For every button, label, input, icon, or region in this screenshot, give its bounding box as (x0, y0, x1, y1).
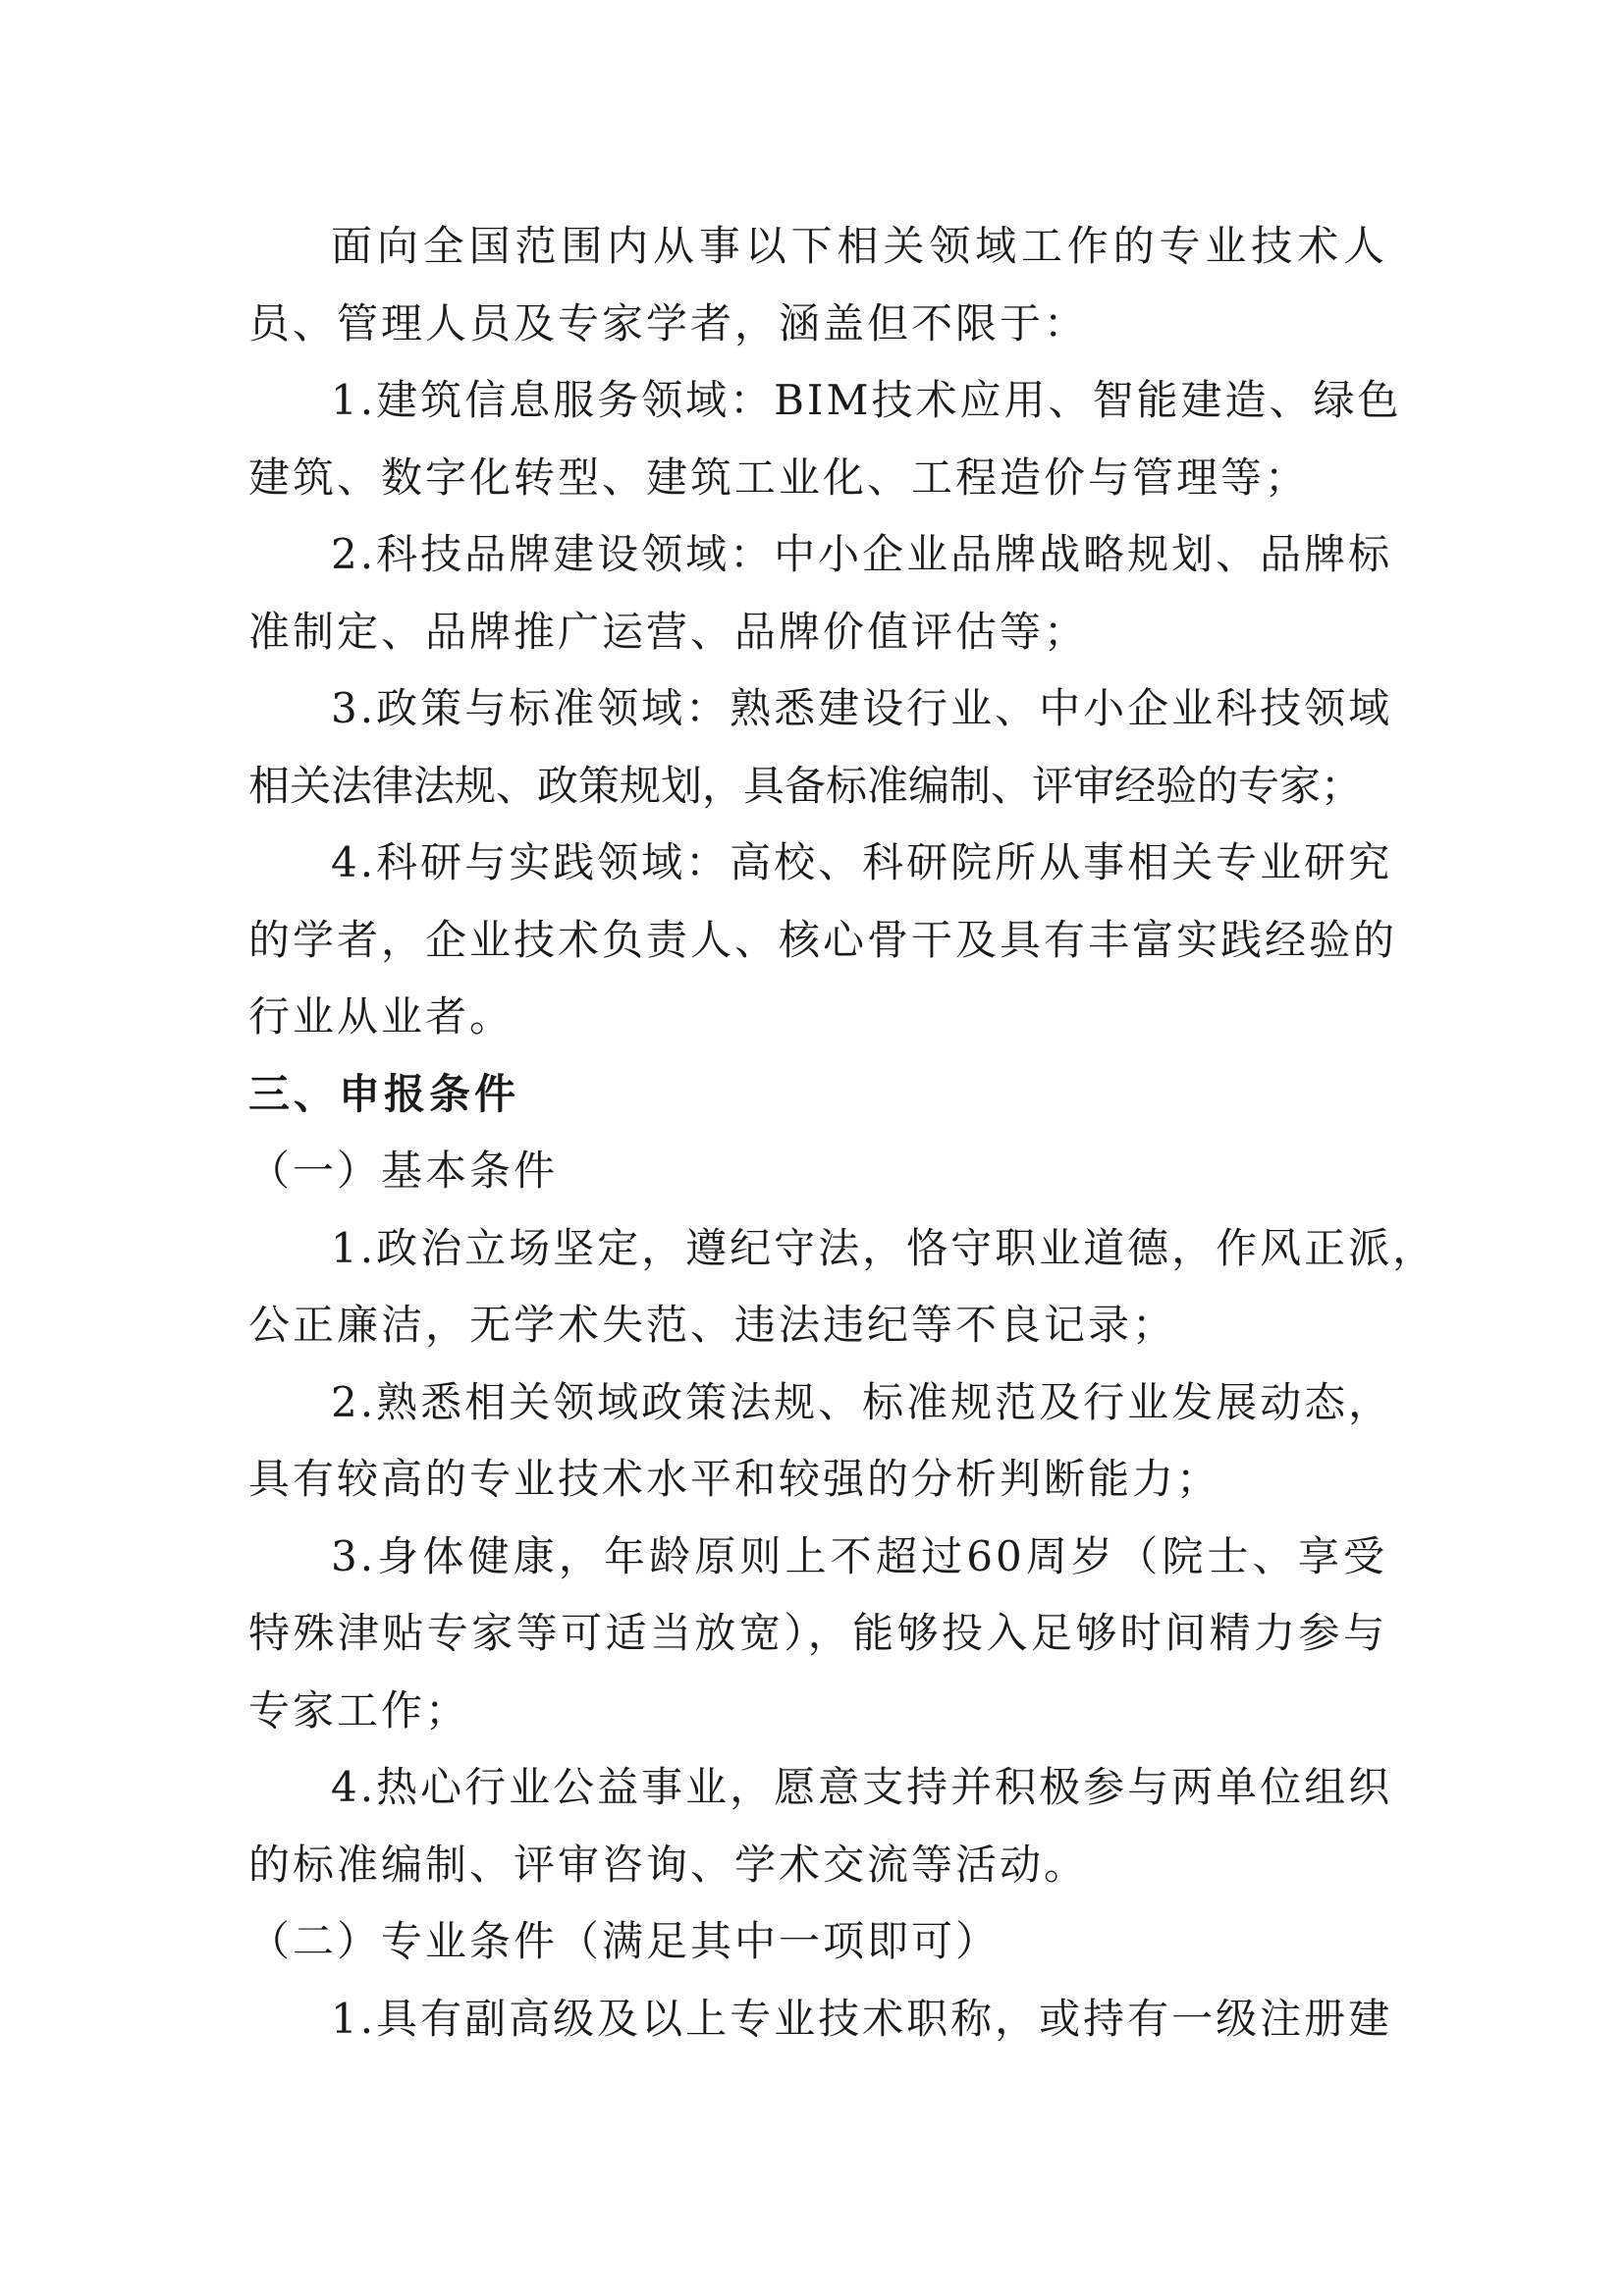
subheading-basic-conditions: （一）基本条件 (248, 1147, 559, 1195)
document-body (248, 208, 1437, 2057)
basic-condition-4-line-1: 4.热心行业公益事业，愿意支持并积极参与两单位组织 (331, 1763, 1393, 1811)
field-3-line-1: 3.政策与标准领域：熟悉建设行业、中小企业科技领域 (331, 684, 1393, 732)
section-heading-application-conditions: 三、申报条件 (248, 1069, 520, 1118)
scope-intro-line-2: 员、管理人员及专家学者，涵盖但不限于： (248, 298, 1089, 347)
basic-condition-1-line-2: 公正廉洁，无学术失范、违法违纪等不良记录； (248, 1301, 1177, 1349)
professional-condition-1-line-1: 1.具有副高级及以上专业技术职称，或持有一级注册建 (331, 1994, 1393, 2043)
basic-condition-3-line-1: 3.身体健康，年龄原则上不超过60周岁（院士、享受 (331, 1531, 1387, 1580)
field-2-line-2: 准制定、品牌推广运营、品牌价值评估等； (248, 607, 1089, 656)
field-3-line-2: 相关法律法规、政策规划，具备标准编制、评审经验的专家； (248, 761, 1363, 810)
basic-condition-3-line-2: 特殊津贴专家等可适当放宽），能够投入足够时间精力参与 (248, 1609, 1387, 1657)
subheading-professional-conditions: （二）专业条件（满足其中一项即可） (248, 1917, 1001, 1965)
basic-condition-2-line-1: 2.熟悉相关领域政策法规、标准规范及行业发展动态， (331, 1377, 1393, 1426)
field-4-line-2: 的学者，企业技术负责人、核心骨干及具有丰富实践经验的 (248, 915, 1398, 964)
field-1-line-1: 1.建筑信息服务领域：BIM技术应用、智能建造、绿色 (331, 376, 1402, 424)
field-1-line-2: 建筑、数字化转型、建筑工业化、工程造价与管理等； (248, 453, 1310, 502)
basic-condition-4-line-2: 的标准编制、评审咨询、学术交流等活动。 (248, 1840, 1089, 1889)
basic-condition-3-line-3: 专家工作； (248, 1685, 470, 1735)
basic-condition-2-line-2: 具有较高的专业技术水平和较强的分析判断能力； (248, 1455, 1221, 1503)
field-4-line-3: 行业从业者。 (248, 992, 514, 1041)
field-4-line-1: 4.科研与实践领域：高校、科研院所从事相关专业研究 (331, 838, 1393, 886)
basic-condition-1-line-1: 1.政治立场坚定，遵纪守法，恪守职业道德，作风正派， (331, 1223, 1437, 1272)
field-2-line-1: 2.科技品牌建设领域：中小企业品牌战略规划、品牌标 (331, 530, 1393, 578)
scope-intro-line-1: 面向全国范围内从事以下相关领域工作的专业技术人 (331, 222, 1387, 270)
